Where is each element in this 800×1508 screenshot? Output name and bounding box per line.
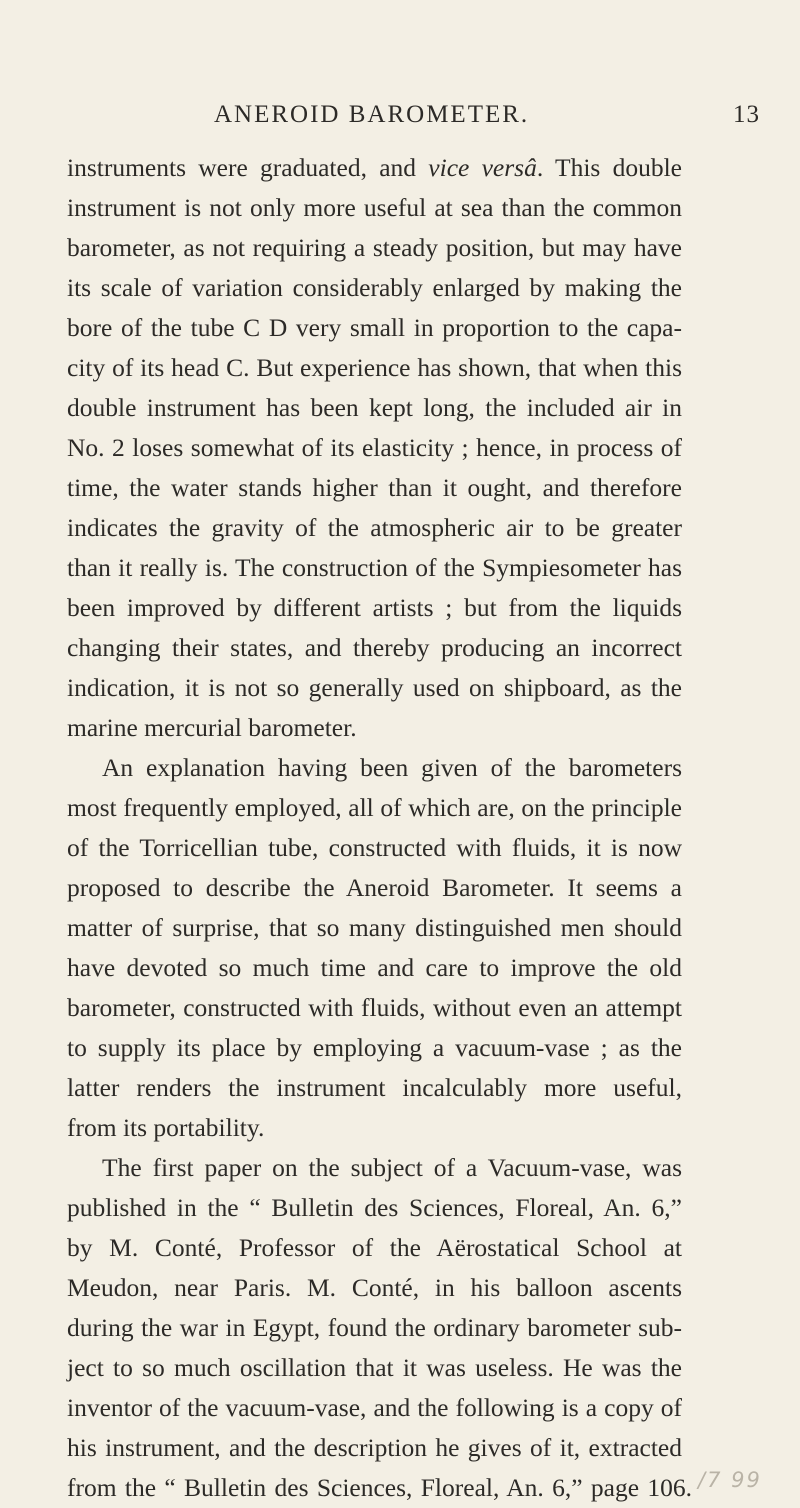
text-line: during the war in Egypt, found the ordinary barometer sub- <box>67 1313 682 1342</box>
text-line: No. 2 loses somewhat of its elasticity ; hence, in process of <box>67 433 682 462</box>
text-line: by M. Conté, Professor of the Aërostatical School at <box>67 1233 682 1262</box>
text-line: barometer, constructed with fluids, without even an attempt <box>67 993 682 1022</box>
text-line: published in the “ Bulletin des Sciences, Floreal, An. 6,” <box>67 1193 682 1222</box>
text-line: his instrument, and the description he gives of it, extracted <box>67 1433 682 1462</box>
text-line: proposed to describe the Aneroid Barometer. It seems a <box>67 873 682 902</box>
text-line: indicates the gravity of the atmospheric air to be greater <box>67 513 682 542</box>
text-line: indication, it is not so generally used on shipboard, as the <box>67 673 682 702</box>
text-line: time, the water stands higher than it ought, and therefore <box>67 473 682 502</box>
text-line: of the Torricellian tube, constructed with fluids, it is now <box>67 833 682 862</box>
text-line: marine mercurial barometer. <box>67 713 357 742</box>
text-line: The first paper on the subject of a Vacuum-vase, was <box>102 1153 682 1182</box>
text-line: to supply its place by employing a vacuum-vase ; as the <box>67 1033 682 1062</box>
text-line: instrument is not only more useful at sea than the common <box>67 193 682 222</box>
text-line: than it really is. The construction of the Sympiesometer has <box>67 553 682 582</box>
text-line: have devoted so much time and care to improve the old <box>67 953 682 982</box>
running-head <box>0 101 800 141</box>
text-line: city of its head C. But experience has shown, that when this <box>67 353 682 382</box>
text-line: double instrument has been kept long, the included air in <box>67 393 682 422</box>
page-number: 13 <box>733 101 760 128</box>
text-line: its scale of variation considerably enlarged by making the <box>67 273 682 302</box>
text-line: latter renders the instrument incalculably more useful, <box>67 1073 682 1102</box>
text-line: instruments were graduated, and vice versâ. This double <box>67 153 682 182</box>
text-line: from its portability. <box>67 1113 265 1142</box>
marginal-note: /7 99 <box>698 1468 762 1492</box>
text-line: been improved by different artists ; but from the liquids <box>67 593 682 622</box>
text-line: Meudon, near Paris. M. Conté, in his balloon ascents <box>67 1273 682 1302</box>
text-line: An explanation having been given of the barometers <box>102 753 682 782</box>
italic-phrase: vice versâ <box>428 153 537 182</box>
text-line: ject to so much oscillation that it was useless. He was the <box>67 1353 682 1382</box>
text-line: inventor of the vacuum-vase, and the following is a copy of <box>67 1393 682 1422</box>
text-line: matter of surprise, that so many distinguished men should <box>67 913 682 942</box>
running-title: ANEROID BAROMETER. <box>214 101 530 128</box>
text-line: barometer, as not requiring a steady position, but may have <box>67 233 682 262</box>
text-line: from the “ Bulletin des Sciences, Floreal, An. 6,” page 106. <box>67 1473 692 1502</box>
text-line: bore of the tube C D very small in proportion to the capa- <box>67 313 682 342</box>
text-line: changing their states, and thereby producing an incorrect <box>67 633 682 662</box>
text-line: most frequently employed, all of which are, on the principle <box>67 793 682 822</box>
